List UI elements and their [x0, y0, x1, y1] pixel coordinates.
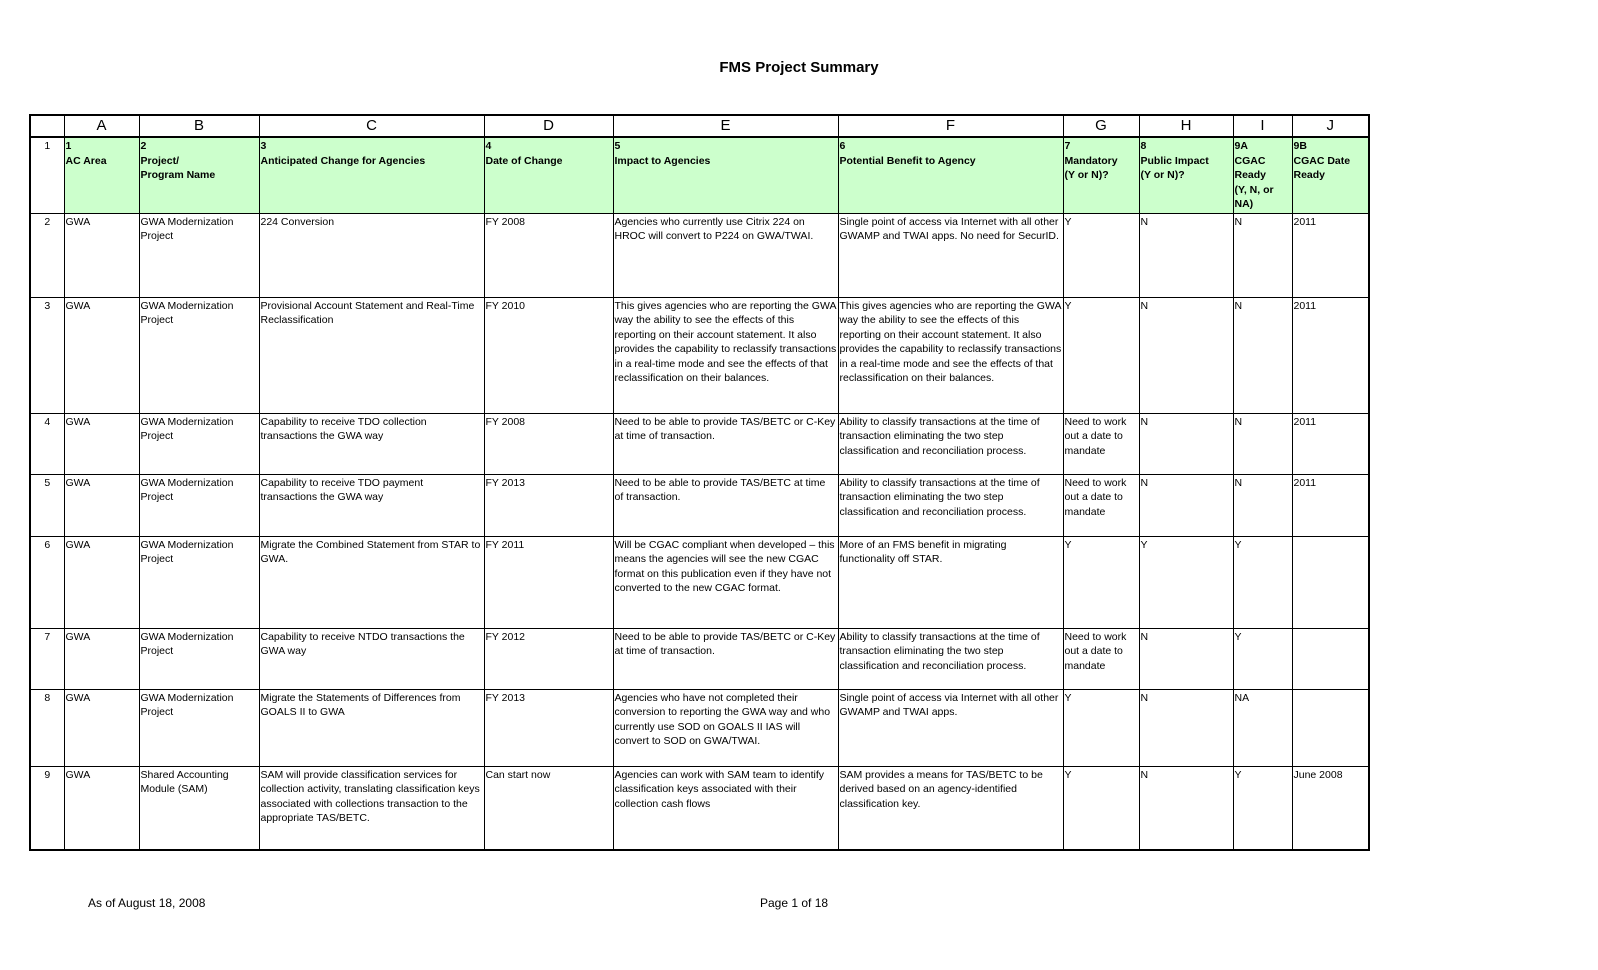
cell-a3[interactable]: GWA [64, 297, 139, 413]
cell-g3[interactable]: Y [1063, 297, 1139, 413]
cell-j3[interactable]: 2011 [1292, 297, 1369, 413]
table-row [30, 689, 1369, 766]
cell-e9[interactable]: Agencies can work with SAM team to identify classification keys associated with their collection cash flows [613, 766, 838, 850]
cell-b2[interactable]: GWA Modernization Project [139, 213, 259, 297]
cell-f5[interactable]: Ability to classify transactions at the time of transaction eliminating the two step classification and reconciliation process. [838, 474, 1063, 536]
cell-a5[interactable]: GWA [64, 474, 139, 536]
cell-c2[interactable]: 224 Conversion [259, 213, 484, 297]
field-number: 9A [1234, 140, 1248, 152]
column-header-a[interactable]: A [64, 115, 139, 137]
field-header-i[interactable] [1233, 137, 1292, 213]
field-number: 3 [260, 140, 267, 152]
cell-e8[interactable]: Agencies who have not completed their conversion to reporting the GWA way and who currently use SOD on GOALS II IAS will convert to SOD on GWA/TWAI. [613, 689, 838, 766]
column-header-j[interactable]: J [1292, 115, 1369, 137]
cell-a2[interactable]: GWA [64, 213, 139, 297]
table-row [30, 297, 1369, 413]
row-number[interactable]: 8 [30, 689, 64, 766]
cell-g6[interactable]: Y [1063, 536, 1139, 628]
field-label: Impact to Agencies [614, 154, 711, 167]
cell-g5[interactable]: Need to work out a date to mandate [1063, 474, 1139, 536]
cell-j8[interactable] [1292, 689, 1369, 766]
cell-i4[interactable]: N [1233, 413, 1292, 474]
cell-e3[interactable]: This gives agencies who are reporting the GWA way the ability to see the effects of this reporting on their account statement. It also provides the capability to reclassify transactions in a real-time mode and see the effects of that reclassification on their balances. [613, 297, 838, 413]
table-row [30, 413, 1369, 474]
cell-c6[interactable]: Migrate the Combined Statement from STAR to GWA. [259, 536, 484, 628]
cell-b3[interactable]: GWA Modernization Project [139, 297, 259, 413]
field-label: Project/ Program Name [140, 154, 216, 181]
table-row [30, 766, 1369, 850]
field-label: Public Impact (Y or N)? [1140, 154, 1209, 181]
cell-j6[interactable] [1292, 536, 1369, 628]
table-row [30, 474, 1369, 536]
cell-i2[interactable]: N [1233, 213, 1292, 297]
field-number: 8 [1140, 140, 1147, 152]
cell-f3[interactable]: This gives agencies who are reporting the GWA way the ability to see the effects of this reporting on their account statement. It also provides the capability to reclassify transactions in a real-time mode and see the effects of that reclassification on their balances. [838, 297, 1063, 413]
cell-h2[interactable]: N [1139, 213, 1233, 297]
cell-c4[interactable]: Capability to receive TDO collection transactions the GWA way [259, 413, 484, 474]
field-label: CGAC Date Ready [1293, 154, 1351, 181]
field-header-b[interactable] [139, 137, 259, 213]
cell-f4[interactable]: Ability to classify transactions at the time of transaction eliminating the two step classification and reconciliation process. [838, 413, 1063, 474]
cell-c3[interactable]: Provisional Account Statement and Real-Time Reclassification [259, 297, 484, 413]
field-label: AC Area [65, 154, 107, 167]
column-header-row [30, 115, 1369, 137]
cell-c8[interactable]: Migrate the Statements of Differences from GOALS II to GWA [259, 689, 484, 766]
table-row [30, 628, 1369, 689]
cell-g2[interactable]: Y [1063, 213, 1139, 297]
field-label: Potential Benefit to Agency [839, 154, 976, 167]
cell-f6[interactable]: More of an FMS benefit in migrating functionality off STAR. [838, 536, 1063, 628]
column-header-c[interactable]: C [259, 115, 484, 137]
cell-e7[interactable]: Need to be able to provide TAS/BETC or C-Key at time of transaction. [613, 628, 838, 689]
cell-d2[interactable]: FY 2008 [484, 213, 613, 297]
cell-g9[interactable]: Y [1063, 766, 1139, 850]
cell-f8[interactable]: Single point of access via Internet with all other GWAMP and TWAI apps. [838, 689, 1063, 766]
cell-d4[interactable]: FY 2008 [484, 413, 613, 474]
project-summary-table [29, 114, 1370, 851]
row-number[interactable]: 3 [30, 297, 64, 413]
cell-d3[interactable]: FY 2010 [484, 297, 613, 413]
column-header-i[interactable]: I [1233, 115, 1292, 137]
cell-b7[interactable]: GWA Modernization Project [139, 628, 259, 689]
field-header-g[interactable] [1063, 137, 1139, 213]
cell-i3[interactable]: N [1233, 297, 1292, 413]
cell-j7[interactable] [1292, 628, 1369, 689]
cell-h8[interactable]: N [1139, 689, 1233, 766]
column-header-g[interactable]: G [1063, 115, 1139, 137]
cell-c7[interactable]: Capability to receive NTDO transactions the GWA way [259, 628, 484, 689]
field-number: 6 [839, 140, 846, 152]
cell-f2[interactable]: Single point of access via Internet with all other GWAMP and TWAI apps. No need for SecurID. [838, 213, 1063, 297]
corner-cell[interactable] [30, 115, 64, 137]
cell-i5[interactable]: N [1233, 474, 1292, 536]
cell-g4[interactable]: Need to work out a date to mandate [1063, 413, 1139, 474]
field-number: 9B [1293, 140, 1307, 152]
row-number[interactable]: 4 [30, 413, 64, 474]
cell-i7[interactable]: Y [1233, 628, 1292, 689]
table-row [30, 213, 1369, 297]
cell-g7[interactable]: Need to work out a date to mandate [1063, 628, 1139, 689]
cell-a6[interactable]: GWA [64, 536, 139, 628]
cell-a4[interactable]: GWA [64, 413, 139, 474]
field-number: 4 [485, 140, 492, 152]
cell-h5[interactable]: N [1139, 474, 1233, 536]
cell-e5[interactable]: Need to be able to provide TAS/BETC at time of transaction. [613, 474, 838, 536]
row-number[interactable]: 9 [30, 766, 64, 850]
field-header-c[interactable] [259, 137, 484, 213]
row-number[interactable]: 1 [30, 137, 64, 213]
field-header-row [30, 137, 1369, 213]
field-label: Anticipated Change for Agencies [260, 154, 426, 167]
field-number: 5 [614, 140, 621, 152]
cell-j2[interactable]: 2011 [1292, 213, 1369, 297]
cell-c5[interactable]: Capability to receive TDO payment transactions the GWA way [259, 474, 484, 536]
row-number[interactable]: 2 [30, 213, 64, 297]
cell-i8[interactable]: NA [1233, 689, 1292, 766]
cell-d6[interactable]: FY 2011 [484, 536, 613, 628]
cell-a9[interactable]: GWA [64, 766, 139, 850]
cell-d5[interactable]: FY 2013 [484, 474, 613, 536]
page-title: FMS Project Summary [719, 59, 879, 76]
cell-c9[interactable]: SAM will provide classification services for collection activity, translating classification keys associated with collections transaction to the appropriate TAS/BETC. [259, 766, 484, 850]
field-number: 7 [1064, 140, 1071, 152]
field-number: 1 [65, 140, 72, 152]
field-label: Date of Change [485, 154, 563, 167]
column-header-f[interactable]: F [838, 115, 1063, 137]
cell-b4[interactable]: GWA Modernization Project [139, 413, 259, 474]
table-row [30, 536, 1369, 628]
field-header-d[interactable] [484, 137, 613, 213]
cell-h4[interactable]: N [1139, 413, 1233, 474]
column-header-b[interactable]: B [139, 115, 259, 137]
cell-f9[interactable]: SAM provides a means for TAS/BETC to be derived based on an agency-identified classification key. [838, 766, 1063, 850]
cell-d9[interactable]: Can start now [484, 766, 613, 850]
cell-g8[interactable]: Y [1063, 689, 1139, 766]
field-number: 2 [140, 140, 147, 152]
field-label: CGAC Ready (Y, N, or NA) [1234, 154, 1274, 210]
cell-b9[interactable]: Shared Accounting Module (SAM) [139, 766, 259, 850]
cell-d7[interactable]: FY 2012 [484, 628, 613, 689]
cell-i6[interactable]: Y [1233, 536, 1292, 628]
field-header-e[interactable] [613, 137, 838, 213]
field-header-j[interactable] [1292, 137, 1369, 213]
cell-b8[interactable]: GWA Modernization Project [139, 689, 259, 766]
column-header-d[interactable]: D [484, 115, 613, 137]
field-label: Mandatory (Y or N)? [1064, 154, 1118, 181]
field-header-h[interactable] [1139, 137, 1233, 213]
row-number[interactable]: 5 [30, 474, 64, 536]
cell-j4[interactable]: 2011 [1292, 413, 1369, 474]
cell-h3[interactable]: N [1139, 297, 1233, 413]
cell-a7[interactable]: GWA [64, 628, 139, 689]
cell-b5[interactable]: GWA Modernization Project [139, 474, 259, 536]
cell-j5[interactable]: 2011 [1292, 474, 1369, 536]
field-header-f[interactable] [838, 137, 1063, 213]
cell-h6[interactable]: Y [1139, 536, 1233, 628]
cell-d8[interactable]: FY 2013 [484, 689, 613, 766]
cell-f7[interactable]: Ability to classify transactions at the time of transaction eliminating the two step classification and reconciliation process. [838, 628, 1063, 689]
column-header-e[interactable]: E [613, 115, 838, 137]
cell-e4[interactable]: Need to be able to provide TAS/BETC or C-Key at time of transaction. [613, 413, 838, 474]
cell-e2[interactable]: Agencies who currently use Citrix 224 on HROC will convert to P224 on GWA/TWAI. [613, 213, 838, 297]
cell-h9[interactable]: N [1139, 766, 1233, 850]
column-header-h[interactable]: H [1139, 115, 1233, 137]
cell-h7[interactable]: N [1139, 628, 1233, 689]
cell-e6[interactable]: Will be CGAC compliant when developed – this means the agencies will see the new CGAC format on this publication even if they have not converted to the new CGAC format. [613, 536, 838, 628]
cell-b6[interactable]: GWA Modernization Project [139, 536, 259, 628]
cell-j9[interactable]: June 2008 [1292, 766, 1369, 850]
page-number: Page 1 of 18 [760, 896, 829, 910]
row-number[interactable]: 7 [30, 628, 64, 689]
cell-a8[interactable]: GWA [64, 689, 139, 766]
as-of-date: As of August 18, 2008 [88, 896, 206, 910]
cell-i9[interactable]: Y [1233, 766, 1292, 850]
field-header-a[interactable] [64, 137, 139, 213]
row-number[interactable]: 6 [30, 536, 64, 628]
